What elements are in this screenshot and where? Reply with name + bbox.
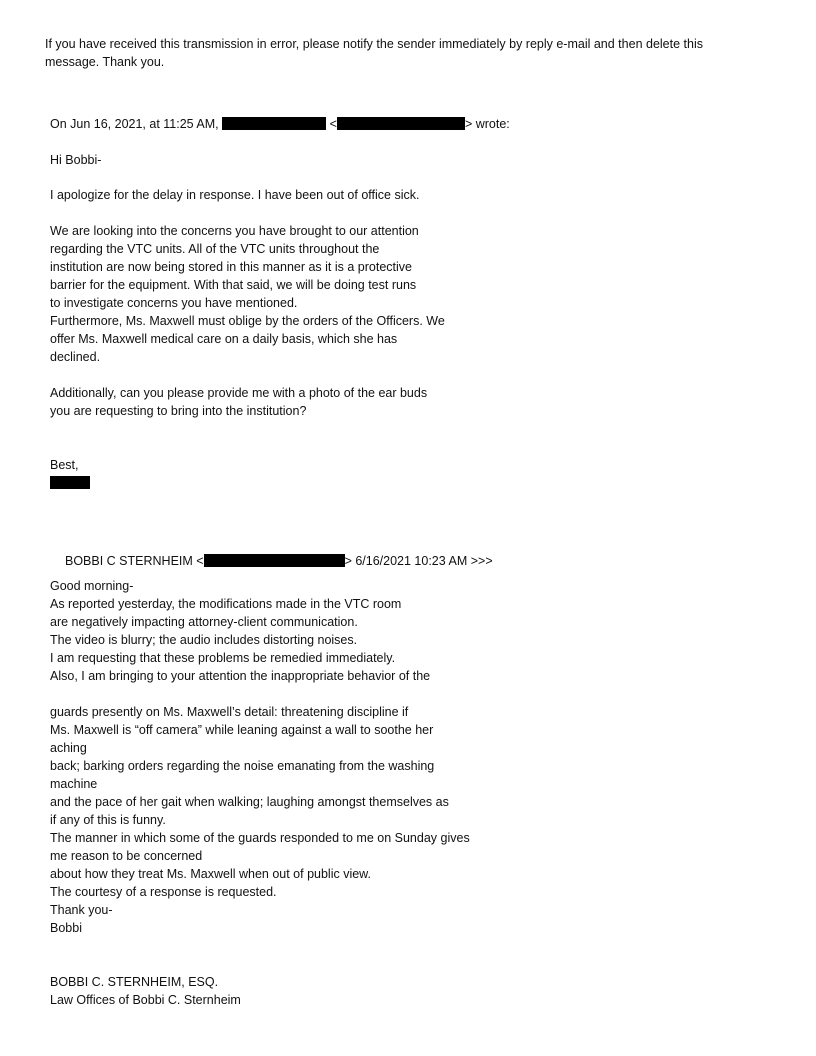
original-block2-line: The courtesy of a response is requested. bbox=[50, 885, 277, 899]
reply-p3-line: Additionally, can you please provide me with a photo of the ear buds bbox=[50, 386, 428, 400]
original-block2-line: and the pace of her gait when walking; laughing amongst themselves as bbox=[50, 795, 449, 809]
redacted-sender-email bbox=[337, 117, 465, 130]
reply-p2-line: offer Ms. Maxwell medical care on a daily basis, which she has bbox=[50, 332, 398, 346]
original-block2-line: if any of this is funny. bbox=[50, 813, 166, 827]
reply-p2-line: declined. bbox=[50, 350, 101, 364]
reply-p3-line: you are requesting to bring into the institution? bbox=[50, 404, 307, 418]
signature-firm: Law Offices of Bobbi C. Sternheim bbox=[50, 993, 241, 1007]
original-block2-line: guards presently on Ms. Maxwell’s detail: threatening discipline if bbox=[50, 705, 409, 719]
original-block1-line: As reported yesterday, the modifications made in the VTC room bbox=[50, 597, 402, 611]
original-block2-line: Bobbi bbox=[50, 921, 82, 935]
signature-name: BOBBI C. STERNHEIM, ESQ. bbox=[50, 975, 219, 989]
redacted-signature-block bbox=[50, 476, 90, 489]
reply-closing: Best, bbox=[50, 458, 79, 472]
reply-p2-line: Furthermore, Ms. Maxwell must oblige by the orders of the Officers. We bbox=[50, 314, 445, 328]
original-header bbox=[65, 552, 493, 570]
original-block2-line: aching bbox=[50, 741, 87, 755]
reply-header-prefix: On Jun 16, 2021, at 11:25 AM, bbox=[50, 117, 219, 131]
reply-greeting: Hi Bobbi- bbox=[50, 153, 102, 167]
original-header-suffix: > 6/16/2021 10:23 AM >>> bbox=[344, 554, 493, 568]
original-block2-line: Thank you- bbox=[50, 903, 113, 917]
original-block2-line: The manner in which some of the guards responded to me on Sunday gives bbox=[50, 831, 470, 845]
reply-header-suffix: > wrote: bbox=[464, 117, 510, 131]
original-block1-line: are negatively impacting attorney-client communication. bbox=[50, 615, 358, 629]
original-block2-line: me reason to be concerned bbox=[50, 849, 203, 863]
original-header-prefix: BOBBI C STERNHEIM < bbox=[65, 554, 204, 568]
original-block1-line: I am requesting that these problems be remedied immediately. bbox=[50, 651, 396, 665]
original-block2-line: machine bbox=[50, 777, 98, 791]
original-block2-line: about how they treat Ms. Maxwell when out of public view. bbox=[50, 867, 371, 881]
redacted-signature bbox=[50, 474, 90, 492]
reply-p2-line: to investigate concerns you have mentioned. bbox=[50, 296, 298, 310]
original-block1-line: The video is blurry; the audio includes distorting noises. bbox=[50, 633, 358, 647]
reply-header-lt: < bbox=[329, 117, 337, 131]
reply-p2-line: regarding the VTC units. All of the VTC units throughout the bbox=[50, 242, 380, 256]
reply-header bbox=[50, 115, 510, 133]
reply-p2-line: We are looking into the concerns you have brought to our attention bbox=[50, 224, 419, 238]
original-block1-line: Also, I am bringing to your attention the inappropriate behavior of the bbox=[50, 669, 431, 683]
original-block2-line: Ms. Maxwell is “off camera” while leaning against a wall to soothe her bbox=[50, 723, 434, 737]
original-block2-line: back; barking orders regarding the noise emanating from the washing bbox=[50, 759, 435, 773]
disclaimer-line-1: If you have received this transmission in error, please notify the sender immediately by reply e-mail and then delete this bbox=[45, 37, 703, 51]
disclaimer-line-2: message. Thank you. bbox=[45, 55, 165, 69]
reply-paragraph-1: I apologize for the delay in response. I have been out of office sick. bbox=[50, 188, 420, 202]
reply-p2-line: institution are now being stored in this manner as it is a protective bbox=[50, 260, 412, 274]
reply-p2-line: barrier for the equipment. With that said, we will be doing test runs bbox=[50, 278, 417, 292]
redacted-recipient-email bbox=[204, 554, 345, 567]
original-block1-line: Good morning- bbox=[50, 579, 134, 593]
redacted-sender-name bbox=[222, 117, 326, 130]
